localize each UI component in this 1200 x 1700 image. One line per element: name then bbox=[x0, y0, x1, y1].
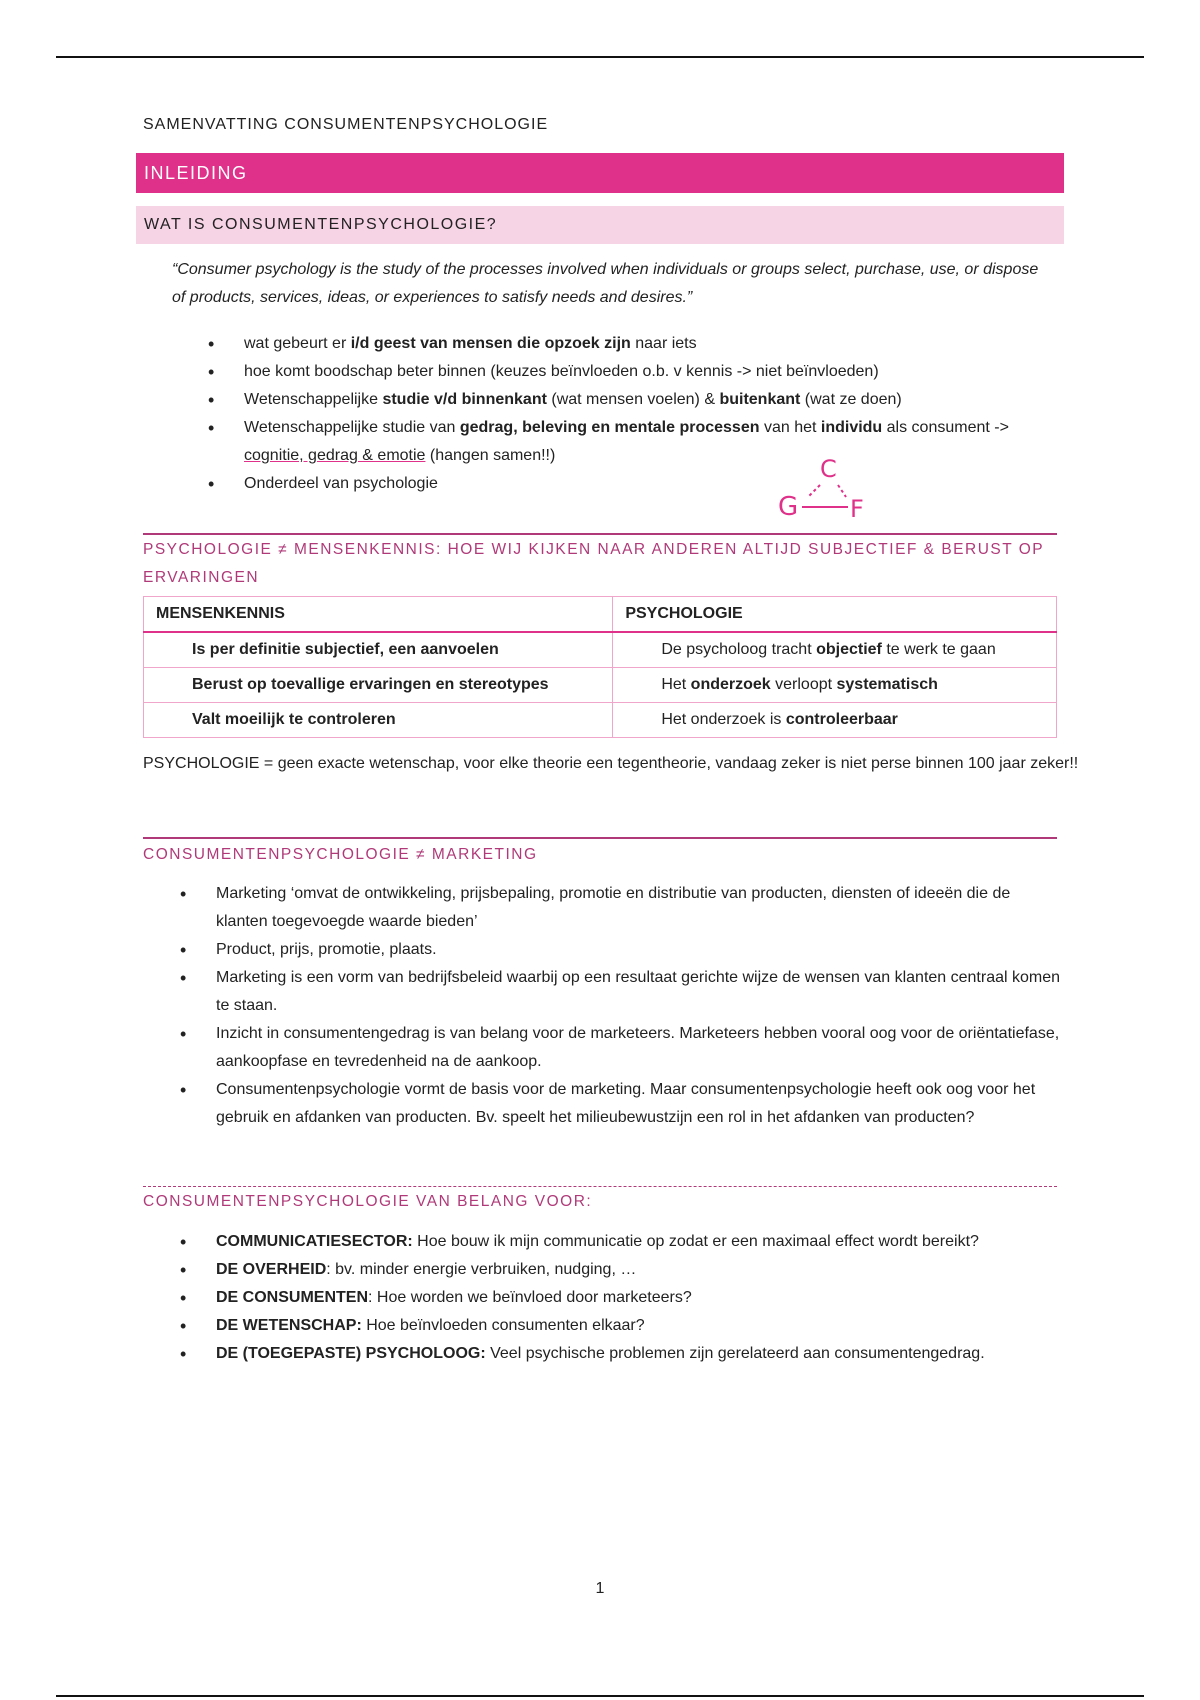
list-item: • Marketing is een vorm van bedrijfsbeleid waarbij op een resultaat gerichte wijze de wensen van klanten centraal komen te staan. bbox=[216, 964, 1066, 1020]
table-header-psychologie: PSYCHOLOGIE bbox=[613, 597, 1057, 633]
sketch-letter-g: G bbox=[778, 492, 799, 522]
page-number: 1 bbox=[595, 1580, 605, 1597]
table-row: Valt moeilijk te controleren Het onderzoek is controleerbaar bbox=[144, 703, 1057, 738]
document-title: SAMENVATTING CONSUMENTENPSYCHOLOGIE bbox=[143, 116, 549, 133]
list-item: • Inzicht in consumentengedrag is van belang voor de marketeers. Marketeers hebben vooral oog voor de oriëntatiefase, aankoopfase en tevredenheid na de aankoop. bbox=[216, 1020, 1066, 1076]
handdrawn-cgf-sketch bbox=[776, 455, 876, 525]
heading-psychologie-mensenkennis: PSYCHOLOGIE ≠ MENSENKENNIS: HOE WIJ KIJKEN NAAR ANDEREN ALTIJD SUBJECTIEF & BERUST OP ERVARINGEN bbox=[143, 541, 1044, 586]
heading-belang: CONSUMENTENPSYCHOLOGIE VAN BELANG VOOR: bbox=[143, 1193, 593, 1210]
section-rule bbox=[143, 837, 1057, 839]
table-header-mensenkennis: MENSENKENNIS bbox=[144, 597, 613, 633]
heading-marketing: CONSUMENTENPSYCHOLOGIE ≠ MARKETING bbox=[143, 846, 538, 863]
list-item: • COMMUNICATIESECTOR: Hoe bouw ik mijn communicatie op zodat er een maximaal effect wordt bereikt? bbox=[216, 1228, 1066, 1256]
marketing-list bbox=[216, 880, 1066, 1132]
sketch-letter-f: F bbox=[850, 495, 864, 523]
list-item: • Product, prijs, promotie, plaats. bbox=[216, 936, 1066, 964]
list-item: • Wetenschappelijke studie v/d binnenkant (wat mensen voelen) & buitenkant (wat ze doen) bbox=[244, 386, 1044, 414]
section-rule bbox=[143, 533, 1057, 535]
list-item: • DE CONSUMENTEN: Hoe worden we beïnvloed door marketeers? bbox=[216, 1284, 1066, 1312]
top-rule bbox=[56, 56, 1144, 58]
list-item: • wat gebeurt er i/d geest van mensen die opzoek zijn naar iets bbox=[244, 330, 1044, 358]
table-row: Is per definitie subjectief, een aanvoelen De psycholoog tracht objectief te werk te gaan bbox=[144, 632, 1057, 668]
list-item: • Wetenschappelijke studie van gedrag, beleving en mentale processen van het individu als consument -> cognitie, gedrag & emotie (hangen samen!!) bbox=[244, 414, 1044, 470]
belang-list bbox=[216, 1228, 1066, 1368]
heading-inleiding: INLEIDING bbox=[136, 153, 1064, 193]
bottom-rule bbox=[56, 1695, 1144, 1697]
list-item: • Marketing ‘omvat de ontwikkeling, prijsbepaling, promotie en distributie van producten, diensten of ideeën die de klanten toegevoegde waarde bieden’ bbox=[216, 880, 1066, 936]
list-item: • DE (TOEGEPASTE) PSYCHOLOOG: Veel psychische problemen zijn gerelateerd aan consumentengedrag. bbox=[216, 1340, 1066, 1368]
table-row: Berust op toevallige ervaringen en stereotypes Het onderzoek verloopt systematisch bbox=[144, 668, 1057, 703]
list-item: • Onderdeel van psychologie bbox=[244, 470, 1044, 498]
definition-quote: “Consumer psychology is the study of the processes involved when individuals or groups select, purchase, use, or dispose of products, services, ideas, or experiences to satisfy needs and desires.” bbox=[172, 261, 1039, 306]
psychology-note: PSYCHOLOGIE = geen exacte wetenschap, voor elke theorie een tegentheorie, vandaag zeker is niet perse binnen 100 jaar zeker!! bbox=[143, 755, 1079, 772]
list-item: • Consumentenpsychologie vormt de basis voor de marketing. Maar consumentenpsychologie heeft ook oog voor het gebruik en afdanken van producten. Bv. speelt het milieubewustzijn een rol in het afdanken van producten? bbox=[216, 1076, 1066, 1132]
sketch-letter-c: C bbox=[820, 455, 837, 483]
list-item: • hoe komt boodschap beter binnen (keuzes beïnvloeden o.b. v kennis -> niet beïnvloeden) bbox=[244, 358, 1044, 386]
wat-is-list bbox=[244, 330, 1044, 498]
heading-wat-is: WAT IS CONSUMENTENPSYCHOLOGIE? bbox=[136, 206, 1064, 244]
list-item: • DE OVERHEID: bv. minder energie verbruiken, nudging, … bbox=[216, 1256, 1066, 1284]
table-header-row bbox=[144, 597, 1057, 633]
list-item: • DE WETENSCHAP: Hoe beïnvloeden consumenten elkaar? bbox=[216, 1312, 1066, 1340]
section-dotted-rule bbox=[143, 1186, 1057, 1187]
comparison-table bbox=[143, 596, 1057, 738]
